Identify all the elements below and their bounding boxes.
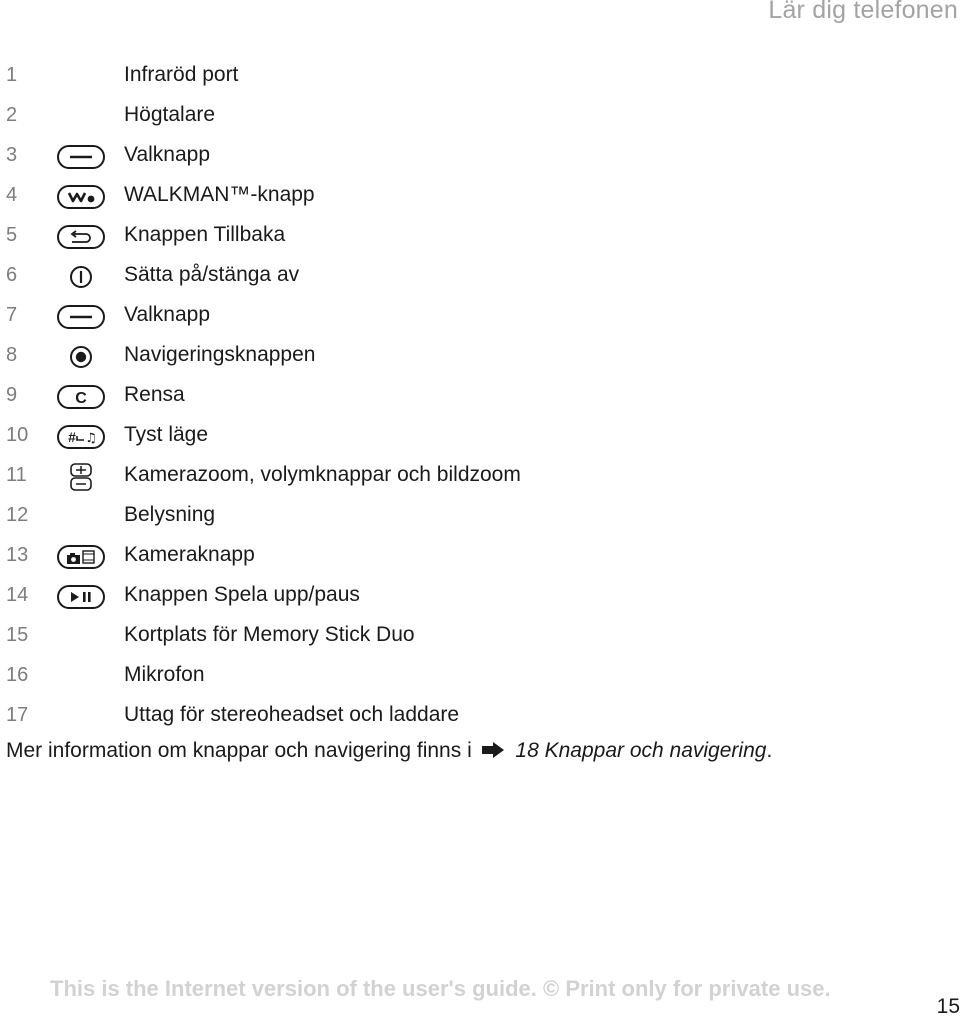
key-number: 7 <box>6 304 18 326</box>
key-label: Valknapp <box>124 143 211 166</box>
power-icon <box>56 263 106 291</box>
key-number: 6 <box>6 264 18 286</box>
key-number: 2 <box>6 104 18 126</box>
more-info-sentence <box>6 739 772 763</box>
key-number: 11 <box>6 464 27 486</box>
key-row <box>0 657 960 697</box>
key-label: Navigeringsknappen <box>124 343 316 366</box>
key-label: Kameraknapp <box>124 543 255 566</box>
key-label: WALKMAN™-knapp <box>124 183 315 206</box>
footer-disclaimer: This is the Internet version of the user's guide. © Print only for private use. <box>50 976 831 1001</box>
more-info-text: Mer information om knappar och navigering finns i <box>6 739 472 762</box>
key-number: 17 <box>6 704 29 726</box>
key-number: 13 <box>6 544 29 566</box>
play-pause-icon <box>56 583 106 611</box>
page-number: 15 <box>936 995 960 1018</box>
key-label: Belysning <box>124 503 216 526</box>
volume-plus-minus-icon <box>56 463 106 491</box>
key-label: Högtalare <box>124 103 216 126</box>
key-number: 15 <box>6 624 29 646</box>
key-row <box>0 297 960 337</box>
selection-key-icon <box>56 303 106 331</box>
key-label: Sätta på/stänga av <box>124 263 300 286</box>
back-icon <box>56 223 106 251</box>
more-info-period: . <box>766 739 773 762</box>
key-label: Tyst läge <box>124 423 209 446</box>
key-number: 12 <box>6 504 29 526</box>
key-row <box>0 537 960 577</box>
key-number: 16 <box>6 664 29 686</box>
svg-text:♫: ♫ <box>85 431 97 446</box>
key-row <box>0 217 960 257</box>
clear-key-icon <box>56 383 106 411</box>
key-label: Knappen Tillbaka <box>124 223 286 246</box>
key-row <box>0 497 960 537</box>
key-list <box>0 57 960 737</box>
selection-key-icon <box>56 143 106 171</box>
key-number: 1 <box>6 64 18 86</box>
key-row <box>0 457 960 497</box>
key-label: Infraröd port <box>124 63 239 86</box>
key-label: Uttag för stereoheadset och laddare <box>124 703 460 726</box>
key-label: Valknapp <box>124 303 211 326</box>
key-row <box>0 177 960 217</box>
navigation-key-icon <box>56 343 106 371</box>
key-row <box>0 337 960 377</box>
cross-reference-link[interactable]: 18 Knappar och navigering <box>515 739 767 762</box>
key-label: Knappen Spela upp/paus <box>124 583 360 606</box>
key-row <box>0 697 960 737</box>
silent-mode-icon <box>56 423 106 451</box>
key-number: 14 <box>6 584 29 606</box>
key-number: 9 <box>6 384 18 406</box>
key-label: Kortplats för Memory Stick Duo <box>124 623 415 646</box>
key-row <box>0 417 960 457</box>
key-row <box>0 617 960 657</box>
key-number: 5 <box>6 224 18 246</box>
key-number: 10 <box>6 424 29 446</box>
arrow-right-icon <box>480 741 506 759</box>
walkman-icon <box>56 183 106 211</box>
key-row <box>0 377 960 417</box>
key-row <box>0 57 960 97</box>
svg-text:#: # <box>68 429 76 445</box>
key-row <box>0 577 960 617</box>
key-number: 3 <box>6 144 18 166</box>
key-number: 8 <box>6 344 18 366</box>
key-label: Mikrofon <box>124 663 205 686</box>
key-row <box>0 97 960 137</box>
key-row <box>0 137 960 177</box>
page-header-title: Lär dig telefonen <box>768 0 958 24</box>
key-label: Rensa <box>124 383 185 406</box>
camera-key-icon <box>56 543 106 571</box>
key-label: Kamerazoom, volymknappar och bildzoom <box>124 463 521 486</box>
svg-text:C: C <box>75 390 87 407</box>
key-row <box>0 257 960 297</box>
key-number: 4 <box>6 184 18 206</box>
